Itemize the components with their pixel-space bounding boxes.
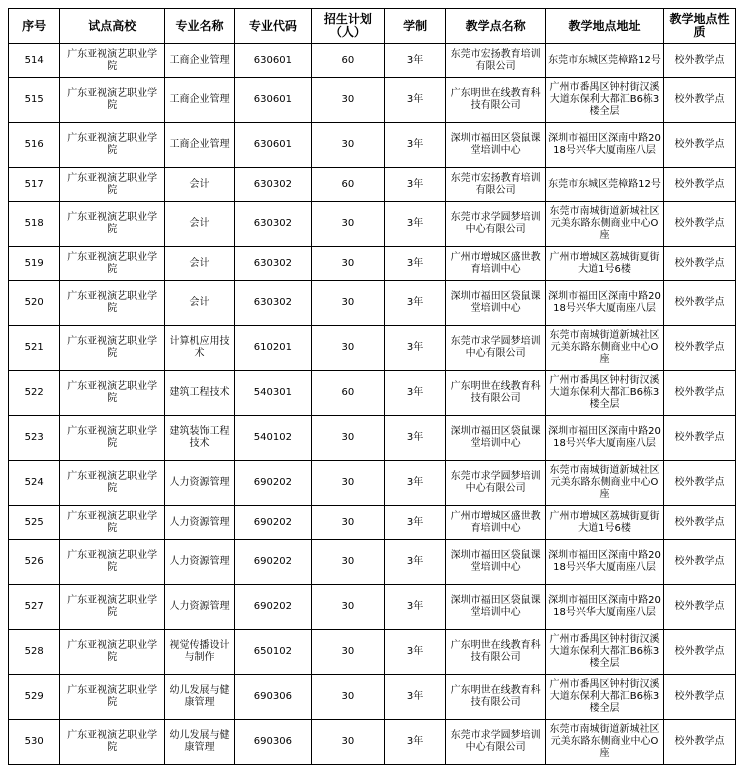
row-number: 530 xyxy=(9,720,60,765)
code-cell: 690202 xyxy=(234,461,311,506)
type-cell: 校外教学点 xyxy=(664,461,736,506)
school-cell: 广东亚视演艺职业学院 xyxy=(60,506,165,540)
table-row xyxy=(9,247,736,281)
address-cell: 广州市番禺区钟村街汉溪大道东保利大都汇B6栋3楼全层 xyxy=(545,630,663,675)
row-number: 529 xyxy=(9,675,60,720)
header-cell: 专业名称 xyxy=(165,9,235,44)
plan-cell: 30 xyxy=(311,540,384,585)
type-cell: 校外教学点 xyxy=(664,78,736,123)
code-cell: 690306 xyxy=(234,720,311,765)
school-cell: 广东亚视演艺职业学院 xyxy=(60,540,165,585)
major-cell: 人力资源管理 xyxy=(165,540,235,585)
plan-cell: 30 xyxy=(311,585,384,630)
table-row xyxy=(9,720,736,765)
header-cell: 专业代码 xyxy=(234,9,311,44)
site-cell: 广东明世在线教育科技有限公司 xyxy=(446,630,546,675)
school-cell: 广东亚视演艺职业学院 xyxy=(60,461,165,506)
years-cell: 3年 xyxy=(384,720,446,765)
code-cell: 610201 xyxy=(234,326,311,371)
row-number: 525 xyxy=(9,506,60,540)
site-cell: 东莞市求学圆梦培训中心有限公司 xyxy=(446,326,546,371)
major-cell: 工商企业管理 xyxy=(165,44,235,78)
header-cell: 招生计划（人） xyxy=(311,9,384,44)
school-cell: 广东亚视演艺职业学院 xyxy=(60,123,165,168)
address-cell: 深圳市福田区深南中路2018号兴华大厦南座八层 xyxy=(545,416,663,461)
plan-cell: 60 xyxy=(311,371,384,416)
major-cell: 视觉传播设计与制作 xyxy=(165,630,235,675)
row-number: 521 xyxy=(9,326,60,371)
site-cell: 东莞市宏扬教育培训有限公司 xyxy=(446,168,546,202)
major-cell: 计算机应用技术 xyxy=(165,326,235,371)
enrollment-table-sheet xyxy=(8,8,736,765)
major-cell: 建筑装饰工程技术 xyxy=(165,416,235,461)
school-cell: 广东亚视演艺职业学院 xyxy=(60,78,165,123)
school-cell: 广东亚视演艺职业学院 xyxy=(60,675,165,720)
major-cell: 会计 xyxy=(165,168,235,202)
site-cell: 广州市增城区盛世教育培训中心 xyxy=(446,247,546,281)
header-cell: 教学地点性质 xyxy=(664,9,736,44)
years-cell: 3年 xyxy=(384,281,446,326)
table-row xyxy=(9,78,736,123)
plan-cell: 30 xyxy=(311,675,384,720)
address-cell: 东莞市南城街道新城社区元美东路东侧商业中心O座 xyxy=(545,202,663,247)
school-cell: 广东亚视演艺职业学院 xyxy=(60,202,165,247)
plan-cell: 30 xyxy=(311,720,384,765)
address-cell: 东莞市东城区莞樟路12号 xyxy=(545,168,663,202)
row-number: 523 xyxy=(9,416,60,461)
code-cell: 630302 xyxy=(234,202,311,247)
type-cell: 校外教学点 xyxy=(664,371,736,416)
site-cell: 深圳市福田区袋鼠课堂培训中心 xyxy=(446,585,546,630)
table-row xyxy=(9,123,736,168)
header-cell: 学制 xyxy=(384,9,446,44)
school-cell: 广东亚视演艺职业学院 xyxy=(60,371,165,416)
school-cell: 广东亚视演艺职业学院 xyxy=(60,281,165,326)
years-cell: 3年 xyxy=(384,247,446,281)
row-number: 514 xyxy=(9,44,60,78)
row-number: 527 xyxy=(9,585,60,630)
type-cell: 校外教学点 xyxy=(664,326,736,371)
table-row xyxy=(9,506,736,540)
major-cell: 建筑工程技术 xyxy=(165,371,235,416)
major-cell: 会计 xyxy=(165,202,235,247)
years-cell: 3年 xyxy=(384,461,446,506)
header-cell: 教学地点地址 xyxy=(545,9,663,44)
table-row xyxy=(9,630,736,675)
header-row xyxy=(9,9,736,44)
site-cell: 深圳市福田区袋鼠课堂培训中心 xyxy=(446,540,546,585)
major-cell: 幼儿发展与健康管理 xyxy=(165,720,235,765)
row-number: 528 xyxy=(9,630,60,675)
plan-cell: 30 xyxy=(311,78,384,123)
major-cell: 工商企业管理 xyxy=(165,123,235,168)
years-cell: 3年 xyxy=(384,326,446,371)
site-cell: 东莞市求学圆梦培训中心有限公司 xyxy=(446,720,546,765)
table-row xyxy=(9,585,736,630)
years-cell: 3年 xyxy=(384,123,446,168)
school-cell: 广东亚视演艺职业学院 xyxy=(60,326,165,371)
type-cell: 校外教学点 xyxy=(664,123,736,168)
code-cell: 630302 xyxy=(234,168,311,202)
plan-cell: 30 xyxy=(311,416,384,461)
years-cell: 3年 xyxy=(384,585,446,630)
plan-cell: 30 xyxy=(311,123,384,168)
address-cell: 深圳市福田区深南中路2018号兴华大厦南座八层 xyxy=(545,123,663,168)
site-cell: 广东明世在线教育科技有限公司 xyxy=(446,675,546,720)
major-cell: 工商企业管理 xyxy=(165,78,235,123)
address-cell: 广州市增城区荔城街夏街大道1号6楼 xyxy=(545,247,663,281)
major-cell: 人力资源管理 xyxy=(165,461,235,506)
code-cell: 650102 xyxy=(234,630,311,675)
address-cell: 东莞市南城街道新城社区元美东路东侧商业中心O座 xyxy=(545,461,663,506)
code-cell: 630302 xyxy=(234,281,311,326)
years-cell: 3年 xyxy=(384,540,446,585)
site-cell: 广东明世在线教育科技有限公司 xyxy=(446,78,546,123)
school-cell: 广东亚视演艺职业学院 xyxy=(60,168,165,202)
type-cell: 校外教学点 xyxy=(664,168,736,202)
type-cell: 校外教学点 xyxy=(664,281,736,326)
school-cell: 广东亚视演艺职业学院 xyxy=(60,585,165,630)
years-cell: 3年 xyxy=(384,416,446,461)
school-cell: 广东亚视演艺职业学院 xyxy=(60,416,165,461)
row-number: 516 xyxy=(9,123,60,168)
years-cell: 3年 xyxy=(384,44,446,78)
major-cell: 幼儿发展与健康管理 xyxy=(165,675,235,720)
table-row xyxy=(9,44,736,78)
row-number: 526 xyxy=(9,540,60,585)
address-cell: 东莞市南城街道新城社区元美东路东侧商业中心O座 xyxy=(545,326,663,371)
table-row xyxy=(9,202,736,247)
school-cell: 广东亚视演艺职业学院 xyxy=(60,44,165,78)
table-row xyxy=(9,416,736,461)
plan-cell: 30 xyxy=(311,506,384,540)
table-row xyxy=(9,168,736,202)
years-cell: 3年 xyxy=(384,371,446,416)
major-cell: 会计 xyxy=(165,247,235,281)
type-cell: 校外教学点 xyxy=(664,506,736,540)
row-number: 515 xyxy=(9,78,60,123)
plan-cell: 30 xyxy=(311,630,384,675)
address-cell: 广州市番禺区钟村街汉溪大道东保利大都汇B6栋3楼全层 xyxy=(545,78,663,123)
site-cell: 深圳市福田区袋鼠课堂培训中心 xyxy=(446,281,546,326)
site-cell: 深圳市福田区袋鼠课堂培训中心 xyxy=(446,123,546,168)
type-cell: 校外教学点 xyxy=(664,540,736,585)
row-number: 524 xyxy=(9,461,60,506)
type-cell: 校外教学点 xyxy=(664,202,736,247)
plan-cell: 30 xyxy=(311,247,384,281)
years-cell: 3年 xyxy=(384,78,446,123)
school-cell: 广东亚视演艺职业学院 xyxy=(60,247,165,281)
plan-cell: 30 xyxy=(311,281,384,326)
table-row xyxy=(9,540,736,585)
school-cell: 广东亚视演艺职业学院 xyxy=(60,630,165,675)
years-cell: 3年 xyxy=(384,202,446,247)
table-row xyxy=(9,461,736,506)
address-cell: 广州市增城区荔城街夏街大道1号6楼 xyxy=(545,506,663,540)
code-cell: 630601 xyxy=(234,78,311,123)
address-cell: 东莞市南城街道新城社区元美东路东侧商业中心O座 xyxy=(545,720,663,765)
site-cell: 东莞市求学圆梦培训中心有限公司 xyxy=(446,461,546,506)
years-cell: 3年 xyxy=(384,630,446,675)
type-cell: 校外教学点 xyxy=(664,247,736,281)
code-cell: 690202 xyxy=(234,506,311,540)
address-cell: 广州市番禺区钟村街汉溪大道东保利大都汇B6栋3楼全层 xyxy=(545,371,663,416)
site-cell: 广东明世在线教育科技有限公司 xyxy=(446,371,546,416)
years-cell: 3年 xyxy=(384,675,446,720)
address-cell: 深圳市福田区深南中路2018号兴华大厦南座八层 xyxy=(545,585,663,630)
plan-cell: 30 xyxy=(311,461,384,506)
code-cell: 690306 xyxy=(234,675,311,720)
address-cell: 深圳市福田区深南中路2018号兴华大厦南座八层 xyxy=(545,540,663,585)
table-row xyxy=(9,281,736,326)
plan-cell: 30 xyxy=(311,326,384,371)
row-number: 522 xyxy=(9,371,60,416)
table-row xyxy=(9,371,736,416)
site-cell: 东莞市求学圆梦培训中心有限公司 xyxy=(446,202,546,247)
row-number: 519 xyxy=(9,247,60,281)
table-row xyxy=(9,326,736,371)
major-cell: 人力资源管理 xyxy=(165,506,235,540)
address-cell: 深圳市福田区深南中路2018号兴华大厦南座八层 xyxy=(545,281,663,326)
type-cell: 校外教学点 xyxy=(664,44,736,78)
table-row xyxy=(9,675,736,720)
code-cell: 690202 xyxy=(234,585,311,630)
header-cell: 教学点名称 xyxy=(446,9,546,44)
type-cell: 校外教学点 xyxy=(664,585,736,630)
code-cell: 540301 xyxy=(234,371,311,416)
row-number: 517 xyxy=(9,168,60,202)
address-cell: 东莞市东城区莞樟路12号 xyxy=(545,44,663,78)
plan-cell: 30 xyxy=(311,202,384,247)
major-cell: 人力资源管理 xyxy=(165,585,235,630)
code-cell: 630601 xyxy=(234,123,311,168)
site-cell: 深圳市福田区袋鼠课堂培训中心 xyxy=(446,416,546,461)
code-cell: 630302 xyxy=(234,247,311,281)
years-cell: 3年 xyxy=(384,506,446,540)
type-cell: 校外教学点 xyxy=(664,630,736,675)
code-cell: 630601 xyxy=(234,44,311,78)
school-cell: 广东亚视演艺职业学院 xyxy=(60,720,165,765)
type-cell: 校外教学点 xyxy=(664,675,736,720)
address-cell: 广州市番禺区钟村街汉溪大道东保利大都汇B6栋3楼全层 xyxy=(545,675,663,720)
site-cell: 东莞市宏扬教育培训有限公司 xyxy=(446,44,546,78)
type-cell: 校外教学点 xyxy=(664,416,736,461)
site-cell: 广州市增城区盛世教育培训中心 xyxy=(446,506,546,540)
years-cell: 3年 xyxy=(384,168,446,202)
plan-cell: 60 xyxy=(311,44,384,78)
row-number: 520 xyxy=(9,281,60,326)
code-cell: 540102 xyxy=(234,416,311,461)
code-cell: 690202 xyxy=(234,540,311,585)
major-cell: 会计 xyxy=(165,281,235,326)
plan-cell: 60 xyxy=(311,168,384,202)
header-cell: 序号 xyxy=(9,9,60,44)
row-number: 518 xyxy=(9,202,60,247)
header-cell: 试点高校 xyxy=(60,9,165,44)
enrollment-table xyxy=(8,8,736,765)
type-cell: 校外教学点 xyxy=(664,720,736,765)
